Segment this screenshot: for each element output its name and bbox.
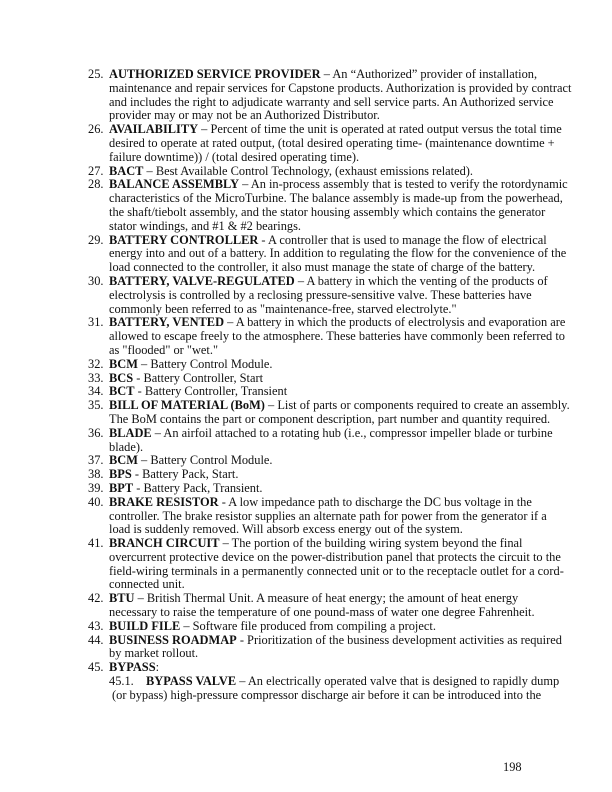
entry-line xyxy=(88,689,548,703)
entry-definition-text: failure downtime)) / (total desired operating time). xyxy=(109,149,360,164)
glossary-entry xyxy=(88,358,548,372)
glossary-entry xyxy=(88,177,568,233)
entry-number: 43. xyxy=(88,618,104,633)
entry-line xyxy=(88,563,564,579)
entry-separator: – xyxy=(320,67,333,81)
entry-line xyxy=(88,549,561,565)
entry-definition-text: Battery Pack, Transient. xyxy=(143,480,263,495)
entry-separator: – xyxy=(137,356,151,371)
entry-number: 26. xyxy=(88,122,104,137)
entry-separator: – xyxy=(198,122,211,137)
entry-definition-text: British Thermal Unit. A measure of heat energy; the amount of heat energy xyxy=(146,591,519,606)
entry-definition-text: Best Available Control Technology, (exhaust emissions related). xyxy=(155,163,474,178)
entry-term: BACT xyxy=(109,163,144,178)
glossary-entry xyxy=(88,482,548,496)
entry-line xyxy=(88,537,548,551)
entry-line xyxy=(88,344,548,358)
entry-separator: - xyxy=(134,384,145,399)
page-number: 198 xyxy=(503,760,522,774)
entry-line xyxy=(88,523,548,537)
entry-separator: - xyxy=(131,467,143,482)
entry-number: 30. xyxy=(88,273,104,288)
entry-term: BCM xyxy=(109,356,138,371)
entry-term: BPT xyxy=(109,480,134,495)
entry-line xyxy=(88,482,548,496)
entry-definition-text: field-wiring terminals in a permanently connected unit or to the receptacle outlet for a cord- xyxy=(109,563,564,578)
entry-line xyxy=(88,315,566,330)
glossary-entry xyxy=(88,632,562,662)
glossary-entry xyxy=(88,398,570,427)
entry-definition-text: desired to operate at rated output, (total desired operating time- (maintenance downtime + xyxy=(109,135,555,150)
entry-line xyxy=(88,661,548,675)
entry-number: 37. xyxy=(88,453,104,468)
entry-definition-text: load is suddenly removed. Will absorb excess energy out of the system. xyxy=(109,522,463,537)
entry-definition-text: The BoM contains the part or component description, part number and quantity required. xyxy=(109,411,551,426)
entry-separator: – xyxy=(137,453,151,468)
entry-definition-text: characteristics of the MicroTurbine. The balance assembly is made-up from the powerhead, xyxy=(109,191,563,206)
entry-number: 42. xyxy=(88,591,104,606)
entry-separator: – xyxy=(236,674,248,689)
entry-term: BLADE xyxy=(109,425,152,440)
entry-term: BILL OF MATERIAL (BoM) xyxy=(109,398,265,413)
entry-definition-text: Battery Controller, Transient xyxy=(144,384,288,399)
entry-term: AVAILABILITY xyxy=(109,122,199,137)
entry-line xyxy=(88,109,548,123)
entry-term: BCS xyxy=(109,370,134,385)
entry-term: BCT xyxy=(109,384,135,399)
entry-definition-text: Battery Controller, Start xyxy=(143,370,264,385)
entry-separator: – xyxy=(239,177,251,192)
entry-number: 34. xyxy=(88,384,104,399)
entry-separator: – xyxy=(294,273,307,288)
entry-definition-text: Prioritization of the business development activities as required xyxy=(247,632,562,647)
entry-line xyxy=(88,303,548,317)
entry-line xyxy=(88,220,548,234)
entry-separator: – xyxy=(180,618,193,633)
entry-definition-text: A battery in which the products of electrolysis and evaporation are xyxy=(235,315,566,330)
entry-definition-text: and includes the right to adjudicate warranty and sell service parts. An Authorized service xyxy=(109,94,554,109)
entry-definition-text: stator windings, and #1 & #2 bearings. xyxy=(109,218,302,233)
entry-definition-text: energy into and out of a battery. In addition to regulating the flow for the convenience of the xyxy=(109,246,567,261)
entry-line xyxy=(88,94,554,110)
entry-definition-text: Battery Pack, Start. xyxy=(142,467,239,482)
entry-line xyxy=(88,647,548,661)
entry-number: 39. xyxy=(88,480,104,495)
entry-term: BYPASS VALVE xyxy=(146,674,237,689)
glossary-entry xyxy=(88,620,548,634)
entry-separator: – xyxy=(134,591,147,606)
entry-line xyxy=(88,441,548,455)
entry-definition-text: An “Authorized” provider of installation, xyxy=(332,67,538,81)
entry-definition-text: necessary to raise the temperature of one pound-mass of water one degree Fahrenheit. xyxy=(109,605,535,620)
entry-line xyxy=(88,510,548,524)
entry-number: 45. xyxy=(88,660,104,675)
entry-separator: – xyxy=(224,315,236,330)
entry-definition-text: Battery Control Module. xyxy=(150,356,273,371)
entry-term: BALANCE ASSEMBLY xyxy=(109,177,240,192)
entry-definition-text: maintenance and repair services for Capstone products. Authorization is provided by contract xyxy=(109,80,572,95)
glossary-entry xyxy=(88,122,562,164)
entry-separator: – xyxy=(143,163,156,178)
entry-line xyxy=(88,80,572,96)
entry-line xyxy=(88,592,548,606)
entry-definition-text: provider may or may not be an Authorized Distributor. xyxy=(109,108,380,123)
entry-line xyxy=(88,275,548,289)
entry-definition-text: by market rollout. xyxy=(109,646,199,661)
entry-line xyxy=(88,135,555,151)
glossary-entry xyxy=(88,232,567,275)
entry-number: 36. xyxy=(88,425,104,440)
entry-term: BUSINESS ROADMAP xyxy=(109,632,237,647)
entry-term: AUTHORIZED SERVICE PROVIDER xyxy=(109,67,321,81)
entry-line xyxy=(88,372,548,386)
entry-term: BYPASS xyxy=(109,660,156,675)
entry-line xyxy=(88,620,548,634)
entry-term: BATTERY, VALVE-REGULATED xyxy=(109,273,295,288)
entry-definition-text: allowed to escape freely to the atmosphere. These batteries have commonly been referred to xyxy=(109,329,565,344)
entry-definition-text: An in-process assembly that is tested to verify the rotordynamic xyxy=(250,177,568,192)
entry-line xyxy=(88,411,551,427)
entry-line xyxy=(88,606,548,620)
entry-number: 31. xyxy=(88,315,104,330)
entry-line xyxy=(88,122,562,137)
entry-definition-text: A low impedance path to discharge the DC bus voltage in the xyxy=(228,494,532,509)
entry-line xyxy=(88,151,548,165)
entry-definition-text: The portion of the building wiring system beyond the final xyxy=(231,536,523,551)
entry-definition-text: A battery in which the venting of the products of xyxy=(306,273,548,288)
entry-line xyxy=(88,496,548,510)
entry-definition-text: (or bypass) high-pressure compressor discharge air before it can be introduced into the xyxy=(112,687,542,702)
entry-number: 25. xyxy=(88,67,104,81)
entry-line xyxy=(88,454,548,468)
entry-separator: - xyxy=(218,494,229,509)
entry-line xyxy=(88,234,548,248)
entry-term: BRANCH CIRCUIT xyxy=(109,536,220,551)
entry-definition-text: Software file produced from compiling a project. xyxy=(192,618,436,633)
entry-number: 41. xyxy=(88,536,104,551)
entry-definition-text: A controller that is used to manage the flow of electrical xyxy=(267,232,547,247)
entry-line xyxy=(88,68,548,82)
entry-definition-text: blade). xyxy=(109,439,144,454)
entry-separator: – xyxy=(264,398,278,413)
entry-number: 38. xyxy=(88,467,104,482)
entry-separator: - xyxy=(133,480,144,495)
entry-definition-text: electrolysis is controlled by a reclosing pressure-sensitive valve. These batteries have xyxy=(109,287,532,302)
entry-line xyxy=(88,206,548,220)
entry-definition-text: load connected to the controller, it also must manage the state of charge of the battery. xyxy=(109,260,536,275)
glossary-entry xyxy=(88,454,548,468)
entry-line xyxy=(88,398,570,413)
entry-term: BUILD FILE xyxy=(109,618,181,633)
entry-line xyxy=(88,578,548,592)
entry-line xyxy=(88,191,563,206)
entry-term: BRAKE RESISTOR xyxy=(109,494,219,509)
entry-term: BATTERY CONTROLLER xyxy=(109,232,259,247)
entry-definition-text: connected unit. xyxy=(109,577,185,592)
entry-line xyxy=(88,246,567,261)
entry-definition-text: An airfoil attached to a rotating hub (i.e., compressor impeller blade or turbine xyxy=(163,425,553,440)
entry-definition-text: the shaft/tiebolt assembly, and the stator housing assembly which contains the generator xyxy=(109,204,546,219)
entry-separator: - xyxy=(133,370,144,385)
entry-number: 40. xyxy=(88,494,104,509)
glossary-entry xyxy=(88,496,548,537)
entry-number: 45.1. xyxy=(109,674,134,689)
entry-line xyxy=(88,674,560,689)
glossary-entry xyxy=(88,275,548,316)
entry-number: 35. xyxy=(88,398,104,413)
entry-separator: - xyxy=(258,232,268,247)
entry-separator: – xyxy=(151,425,164,440)
entry-number: 44. xyxy=(88,632,104,647)
entry-line xyxy=(88,385,548,399)
glossary-entry xyxy=(88,385,548,399)
entry-definition-text: Battery Control Module. xyxy=(150,453,273,468)
glossary-subentry xyxy=(88,674,560,703)
glossary-entry xyxy=(88,165,548,179)
glossary-entry xyxy=(88,372,548,386)
entry-definition-text: List of parts or components required to create an assembly. xyxy=(277,398,570,413)
glossary-entry xyxy=(88,536,564,592)
glossary-entry xyxy=(88,468,548,482)
entry-number: 27. xyxy=(88,163,104,178)
entry-definition-text: overcurrent protective device on the power-distribution panel that protects the circuit to the xyxy=(109,549,561,564)
entry-line xyxy=(88,632,562,648)
entry-definition-text: controller. The brake resistor supplies an alternate path for power from the generator if a xyxy=(109,508,547,523)
entry-separator: - xyxy=(236,632,248,647)
glossary-list xyxy=(88,67,572,703)
entry-line xyxy=(88,468,548,482)
entry-number: 33. xyxy=(88,370,104,385)
glossary-entry xyxy=(88,67,572,123)
entry-line xyxy=(88,358,548,372)
entry-number: 29. xyxy=(88,232,104,247)
entry-definition-text: Percent of time the unit is operated at rated output versus the total time xyxy=(210,122,562,137)
glossary-entry xyxy=(88,425,553,455)
entry-definition-text: as "flooded" or "wet." xyxy=(109,342,219,357)
entry-line xyxy=(88,177,568,192)
entry-line xyxy=(88,425,553,441)
entry-number: 28. xyxy=(88,177,104,192)
entry-term: BPS xyxy=(109,467,132,482)
entry-separator: – xyxy=(219,536,232,551)
glossary-entry xyxy=(88,315,566,357)
entry-separator: : xyxy=(155,660,160,675)
glossary-entry xyxy=(88,661,548,675)
entry-definition-text: commonly been referred to as "maintenance-free, starved electrolyte." xyxy=(109,301,457,316)
entry-definition-text: An electrically operated valve that is designed to rapidly dump xyxy=(247,674,560,689)
entry-term: BATTERY, VENTED xyxy=(109,315,225,330)
entry-term: BCM xyxy=(109,453,138,468)
entry-line xyxy=(88,329,565,344)
glossary-entry xyxy=(88,592,548,620)
entry-term: BTU xyxy=(109,591,135,606)
entry-line xyxy=(88,289,548,303)
entry-line xyxy=(88,165,548,179)
entry-number: 32. xyxy=(88,356,104,371)
entry-line xyxy=(88,261,548,275)
